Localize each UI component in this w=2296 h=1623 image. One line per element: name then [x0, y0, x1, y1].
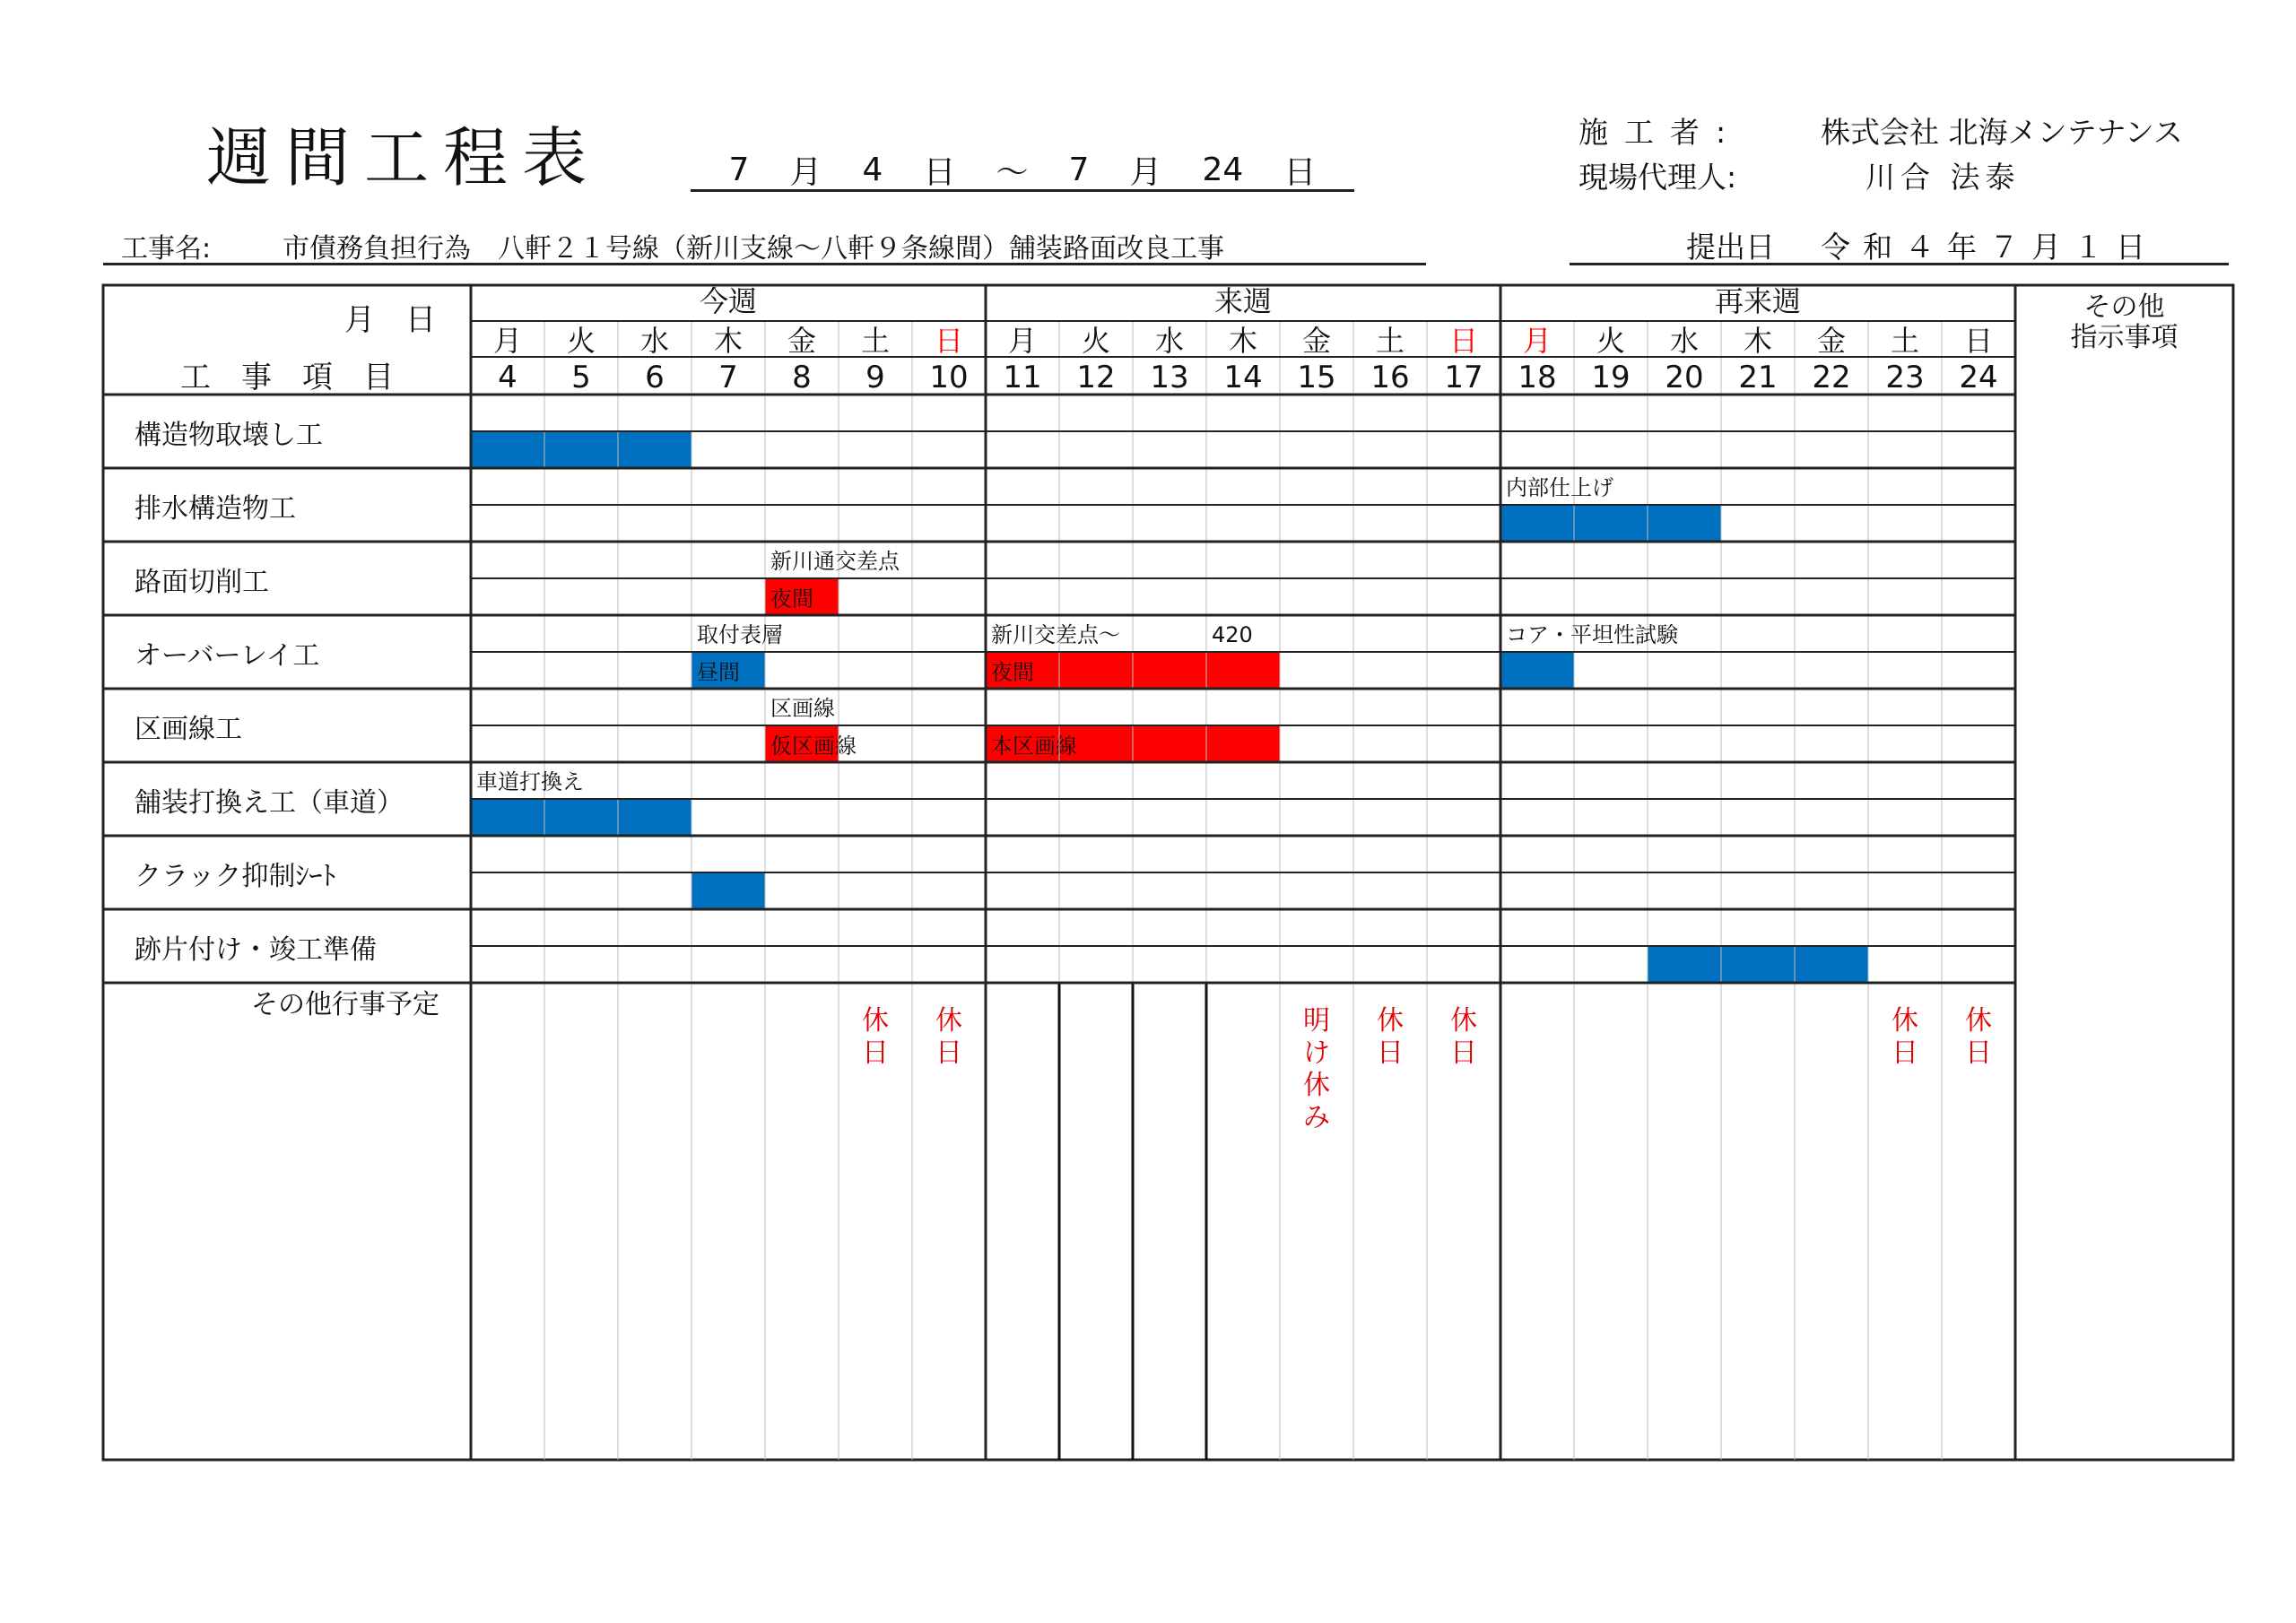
weekday-label: 水 [1154, 324, 1185, 358]
date-label: 17 [1444, 360, 1483, 395]
submission-date: 令和４年７月１日 [1821, 230, 2158, 265]
other-instructions-heading: 指示事項 [2070, 322, 2179, 353]
schedule-note: 420 [1212, 622, 1253, 647]
week-heading: 来週 [1213, 284, 1273, 318]
weekday-label: 木 [713, 324, 744, 358]
project-name: 市債務負担行為 八軒２１号線（新川支線～八軒９条線間）舗装路面改良工事 [283, 233, 1224, 265]
weekday-label: 土 [1375, 324, 1405, 358]
row-label: 排水構造物工 [135, 493, 296, 525]
weekday-label: 土 [860, 324, 891, 358]
row-label: 路面切削工 [135, 567, 269, 598]
gantt-bar-11 [1648, 946, 1868, 983]
weekday-label: 日 [1963, 324, 1994, 358]
date-label: 4 [498, 360, 517, 395]
holiday-mark: 休 [1303, 1070, 1330, 1101]
weekday-label: 土 [1890, 324, 1920, 358]
date-label: 6 [645, 360, 665, 395]
period-day-unit: 日 [923, 154, 956, 191]
weekday-label: 月 [1007, 324, 1038, 358]
contractor-value: 株式会社 北海メンテナンス [1821, 115, 2183, 150]
holiday-mark: 休 [935, 1005, 962, 1037]
period-day-unit-2: 日 [1283, 154, 1317, 191]
date-label: 15 [1297, 360, 1336, 395]
period-start-day: 4 [862, 152, 883, 188]
holiday-mark: み [1303, 1102, 1330, 1133]
row-label: 構造物取壊し工 [135, 420, 323, 451]
period-end-month: 7 [1068, 152, 1090, 188]
weekday-label: 木 [1743, 324, 1773, 358]
row-label: 跡片付け・竣工準備 [135, 934, 377, 966]
period-month-unit-2: 月 [1129, 154, 1162, 191]
schedule-note: 区画線 [770, 696, 835, 721]
schedule-note: 新川交差点～ [991, 622, 1120, 647]
weekday-label: 月 [1522, 324, 1552, 358]
holiday-mark: 休 [862, 1005, 889, 1037]
schedule-note: 取付表層 [697, 622, 783, 647]
gantt-bar-label: 仮区画線 [770, 733, 857, 759]
other-events-label: その他行事予定 [251, 989, 439, 1020]
weekday-label: 火 [1596, 324, 1626, 358]
date-label: 12 [1076, 360, 1116, 395]
row-label: オーバーレイ工 [135, 640, 320, 672]
date-label: 19 [1591, 360, 1631, 395]
gantt-bar-label: 本区画線 [991, 733, 1077, 759]
agent-label: 現場代理人: [1578, 160, 1737, 195]
date-label: 23 [1885, 360, 1925, 395]
weekday-label: 木 [1228, 324, 1258, 358]
period-start-month: 7 [728, 152, 750, 188]
corner-date-label: 月 日 [344, 302, 436, 338]
date-label: 7 [718, 360, 738, 395]
holiday-mark: 日 [1450, 1037, 1477, 1069]
schedule-note: 内部仕上げ [1506, 475, 1613, 500]
weekday-label: 水 [1669, 324, 1700, 358]
gantt-bar-1 [471, 431, 691, 468]
schedule-note: コア・平坦性試験 [1506, 622, 1678, 647]
weekday-label: 金 [1301, 324, 1332, 358]
holiday-mark: け [1303, 1037, 1330, 1069]
holiday-mark: 日 [935, 1037, 962, 1069]
period-month-unit: 月 [789, 154, 822, 191]
week-heading: 再来週 [1714, 284, 1802, 318]
row-label: 舗装打換え工（車道） [135, 787, 404, 819]
weekday-label: 水 [639, 324, 670, 358]
holiday-mark: 休 [1965, 1005, 1992, 1037]
holiday-mark: 休 [1377, 1005, 1404, 1037]
weekday-label: 日 [934, 324, 964, 358]
date-label: 22 [1812, 360, 1851, 395]
schedule-note: 新川通交差点 [770, 549, 900, 574]
gantt-bar-6 [1500, 652, 1574, 689]
gantt-bar-label: 夜間 [991, 660, 1034, 685]
holiday-mark: 日 [1377, 1037, 1404, 1069]
contractor-label: 施工者: [1578, 115, 1743, 150]
holiday-mark: 日 [862, 1037, 889, 1069]
gantt-bar-2 [1500, 505, 1721, 542]
holiday-mark: 日 [1965, 1037, 1992, 1069]
weekday-label: 金 [787, 324, 817, 358]
date-label: 13 [1150, 360, 1189, 395]
row-label: クラック抑制ｼｰﾄ [135, 861, 336, 892]
corner-item-label: 工 事 項 目 [180, 360, 394, 395]
agent-value: 川合 法泰 [1866, 160, 2021, 195]
date-label: 20 [1665, 360, 1704, 395]
weekday-label: 火 [1081, 324, 1111, 358]
schedule-note: 車道打換え [476, 769, 584, 794]
holiday-mark: 休 [1892, 1005, 1918, 1037]
date-label: 8 [792, 360, 812, 395]
weekday-label: 月 [492, 324, 523, 358]
date-label: 14 [1223, 360, 1263, 395]
weekday-label: 火 [566, 324, 596, 358]
week-heading: 今週 [699, 284, 758, 318]
date-label: 9 [865, 360, 885, 395]
submission-label: 提出日 [1686, 230, 1775, 265]
date-label: 10 [929, 360, 969, 395]
gantt-bar-10 [691, 872, 765, 909]
row-label: 区画線工 [135, 714, 242, 745]
date-label: 11 [1003, 360, 1042, 395]
other-instructions-heading: その他 [2083, 291, 2165, 323]
period-end-day: 24 [1202, 152, 1244, 188]
date-label: 5 [571, 360, 591, 395]
period-tilde: ～ [996, 154, 1029, 191]
date-label: 21 [1738, 360, 1778, 395]
weekday-label: 金 [1816, 324, 1847, 358]
project-label: 工事名: [121, 233, 212, 265]
date-label: 24 [1959, 360, 1998, 395]
gantt-bar-label: 夜間 [770, 586, 813, 612]
date-label: 18 [1518, 360, 1557, 395]
gantt-bar-label: 昼間 [697, 660, 740, 685]
date-label: 16 [1370, 360, 1410, 395]
holiday-mark: 日 [1892, 1037, 1918, 1069]
weekday-label: 日 [1448, 324, 1479, 358]
holiday-mark: 休 [1450, 1005, 1477, 1037]
gantt-bar-9 [471, 799, 691, 836]
holiday-mark: 明 [1303, 1005, 1330, 1037]
page-title: 週間工程表 [206, 120, 602, 195]
